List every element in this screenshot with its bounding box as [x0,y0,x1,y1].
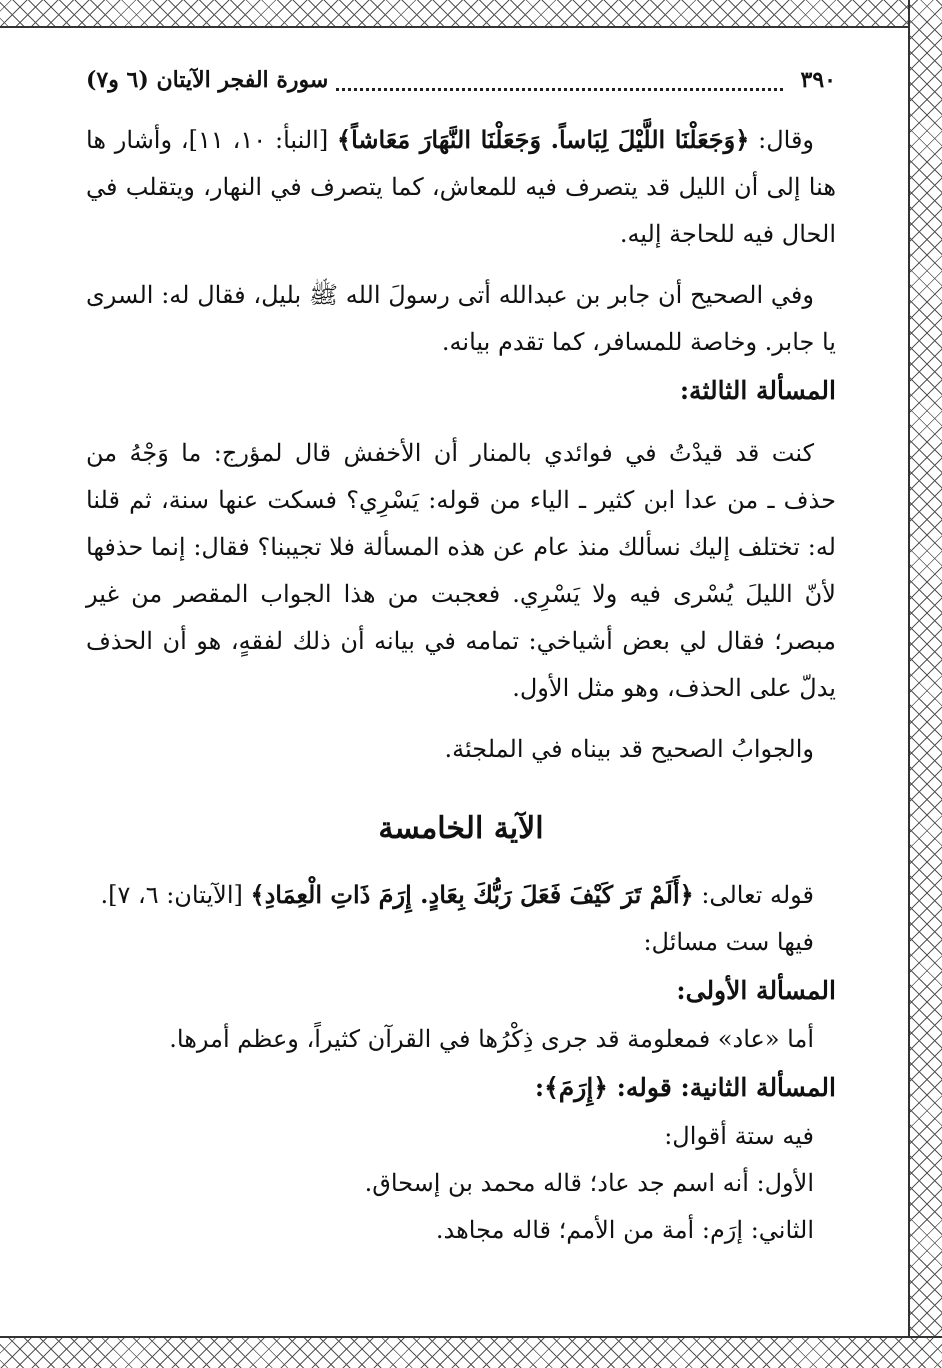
header-dotted-leader [336,80,782,91]
decorative-border-bottom [0,1336,942,1368]
heading-first-issue: المسألة الأولى: [676,976,836,1005]
paragraph-text: [النبأ: ١٠، ١١]، وأشار ها هنا إلى أن الليل قد يتصرف فيه للمعاش، كما يتصرف في النهار، ويتقلب في الحال فيه للحاجة إليه. [86,126,836,248]
opinion-first: الأول: أنه اسم جد عاد؛ قاله محمد بن إسحاق. [364,1169,814,1197]
quran-quote-verse: ﴿أَلَمْ تَرَ كَيْفَ فَعَلَ رَبُّكَ بِعَادٍ. إِرَمَ ذَاتِ الْعِمَادِ﴾ [250,880,694,909]
paragraph-night-clothing [86,116,836,258]
page-number: ٣٩٠ [800,67,836,93]
quran-quote-iram: ﴿إِرَمَ﴾ [544,1073,608,1102]
page-header [86,58,836,102]
decorative-border-top [0,0,942,28]
quran-quote: ﴿وَجَعَلْنَا اللَّيْلَ لِبَاساً. وَجَعَلْنَا النَّهَارَ مَعَاشاً﴾ [337,125,750,154]
header-title: سورة الفجر الآيتان (٦ و٧) [86,67,329,93]
verse-reference: [الآيتان: ٦، ٧]. [100,881,251,909]
paragraph-verse [86,871,836,919]
paragraph-intro: وقال: [749,126,815,154]
heading-second-issue [86,1063,836,1113]
heading-second-label: المسألة الثانية: قوله: [607,1073,836,1102]
heading-second-end: : [534,1073,545,1102]
paragraph-six-issues: فيها ست مسائل: [643,928,814,956]
paragraph-correct-answer: والجوابُ الصحيح قد بيناه في الملجئة. [444,735,814,763]
section-title-fifth-verse: الآية الخامسة [378,811,544,846]
opinion-second: الثاني: إرَم: أمة من الأمم؛ قاله مجاهد. [435,1216,814,1244]
page-content [86,58,836,1254]
decorative-border-right [908,0,942,1366]
heading-third-issue: المسألة الثالثة: [679,376,836,405]
paragraph-akhfash-story: كنت قد قيدْتُ في فوائدي بالمنار أن الأخفش قال لمؤرج: ما وَجْهُ من حذف ـ من عدا ابن كثير ـ الياء من قوله: يَسْرِي؟ فسكت عنها سنة، ثم قلنا له: تختلف إليك نسألك منذ عام عن هذه المسألة فلا تجيبنا؟ فقال: إنما حذفها لأنّ الليلَ يُسْرى فيه ولا يَسْرِي. فعجبت من هذا الجواب المقصر من غير مبصر؛ فقال لي بعض أشياخي: تمامه في بيانه أن ذلك لفقهٍ، هو أن الحذف يدلّ على الحذف، وهو مثل الأول. [86,439,836,702]
paragraph-jabir-hadith: وفي الصحيح أن جابر بن عبدالله أتى رسولَ الله ﷺ بليل، فقال له: السرى يا جابر. وخاصة للمسافر، كما تقدم بيانه. [86,281,836,356]
verse-intro: قوله تعالى: [693,881,814,909]
paragraph-six-opinions: فيه ستة أقوال: [664,1122,814,1150]
paragraph-aad: أما «عاد» فمعلومة قد جرى ذِكْرُها في القرآن كثيراً، وعظم أمرها. [169,1025,814,1053]
